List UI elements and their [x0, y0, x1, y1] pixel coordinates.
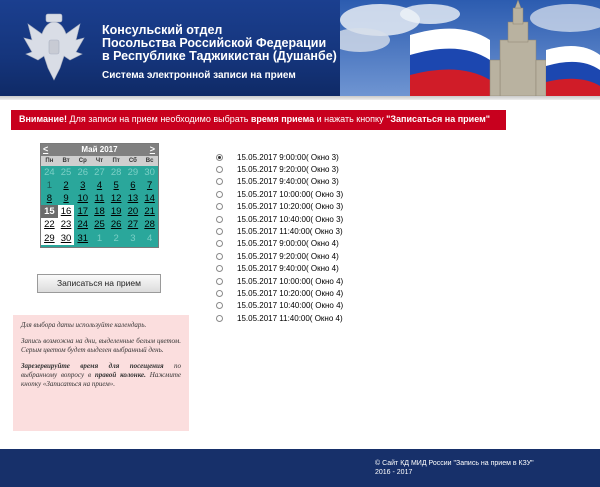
weekday-thu: Чт — [91, 156, 108, 166]
calendar-header — [41, 144, 158, 156]
instruction-reserve-bold: Зарезервируйте время для посещения — [21, 362, 164, 370]
footer-line-1: © Сайт КД МИД России "Запись на прием в КЗУ" — [375, 460, 534, 467]
calendar-day[interactable]: 25 — [94, 219, 105, 231]
prev-month-link[interactable]: < — [43, 144, 49, 154]
time-slot-list — [214, 151, 343, 324]
time-slot-label: 15.05.2017 11:40:00( Окно 3) — [237, 227, 343, 237]
time-slot-label: 15.05.2017 10:00:00( Окно 4) — [237, 276, 344, 286]
weekday-fri: Пт — [108, 156, 125, 166]
time-slot-option[interactable] — [214, 176, 343, 188]
calendar-grid — [41, 156, 158, 245]
radio-button[interactable] — [216, 191, 223, 198]
calendar-day[interactable]: 22 — [41, 218, 58, 231]
radio-button[interactable] — [216, 278, 223, 285]
radio-button[interactable] — [216, 315, 223, 322]
header-banner-image — [340, 0, 600, 96]
attention-banner — [11, 110, 506, 130]
time-slot-label: 15.05.2017 9:40:00( Окно 3) — [237, 177, 339, 187]
calendar-day[interactable]: 4 — [96, 180, 103, 192]
calendar-day: 30 — [144, 167, 155, 179]
title-line-3: в Республике Таджикистан (Душанбе) — [102, 49, 337, 63]
calendar-day[interactable]: 9 — [63, 193, 69, 205]
time-slot-option[interactable] — [214, 201, 343, 213]
calendar-week — [41, 166, 158, 179]
site-footer — [0, 449, 600, 487]
calendar-day: 2 — [113, 232, 119, 244]
calendar-day[interactable]: 21 — [144, 206, 155, 218]
system-subtitle: Система электронной записи на прием — [102, 70, 296, 81]
time-slot-label: 15.05.2017 10:20:00( Окно 3) — [237, 202, 344, 212]
calendar-day[interactable]: 20 — [127, 206, 139, 218]
time-slot-label: 15.05.2017 9:20:00( Окно 4) — [237, 251, 339, 261]
time-slot-option[interactable] — [214, 238, 343, 250]
calendar-day[interactable]: 11 — [94, 193, 105, 205]
time-slot-label: 15.05.2017 10:20:00( Окно 4) — [237, 288, 344, 298]
alert-text-1: Для записи на прием необходимо выбрать — [66, 114, 251, 124]
time-slot-label: 15.05.2017 9:20:00( Окно 3) — [237, 165, 339, 175]
calendar-day: 1 — [96, 232, 103, 244]
calendar-day[interactable]: 5 — [113, 180, 119, 192]
calendar-day[interactable]: 30 — [58, 231, 75, 244]
calendar-day[interactable]: 24 — [77, 219, 89, 231]
time-slot-option[interactable] — [214, 312, 343, 324]
instruction-reserve-mid: по выбранному вопросу в — [21, 362, 181, 379]
header-divider — [0, 96, 600, 100]
date-calendar — [40, 143, 159, 248]
instruction-reserve-bold-2: правой колонке. — [94, 371, 146, 379]
instruction-calendar: Для выбора даты используйте календарь. — [21, 321, 147, 329]
calendar-day[interactable]: 10 — [77, 193, 89, 205]
time-slot-option[interactable] — [214, 188, 343, 200]
calendar-day: 29 — [127, 167, 139, 179]
calendar-day[interactable]: 3 — [80, 180, 86, 192]
time-slot-option[interactable] — [214, 263, 343, 275]
time-slot-option[interactable] — [214, 163, 343, 175]
radio-button[interactable] — [216, 240, 223, 247]
weekday-mon: Пн — [41, 156, 58, 166]
radio-button[interactable] — [216, 166, 223, 173]
calendar-day: 25 — [60, 167, 72, 179]
time-slot-option[interactable] — [214, 213, 343, 225]
time-slot-option[interactable] — [214, 287, 343, 299]
site-header — [0, 0, 600, 96]
book-appointment-button[interactable]: Записаться на прием — [37, 274, 161, 293]
time-slot-option[interactable] — [214, 250, 343, 262]
calendar-day[interactable]: 28 — [144, 219, 155, 231]
time-slot-label: 15.05.2017 9:00:00( Окно 4) — [237, 239, 339, 249]
calendar-day[interactable]: 19 — [110, 206, 122, 218]
instruction-reserve-end: Нажмите кнопку «Записаться на прием». — [21, 371, 181, 388]
radio-button[interactable] — [216, 203, 223, 210]
weekday-sat: Сб — [125, 156, 142, 166]
calendar-day[interactable]: 13 — [127, 193, 139, 205]
calendar-day[interactable]: 14 — [144, 193, 155, 205]
weekday-wed: Ср — [74, 156, 91, 166]
consulate-title — [102, 24, 337, 63]
weekday-header-row — [41, 156, 158, 166]
calendar-week — [41, 205, 158, 218]
calendar-day: 24 — [44, 167, 55, 179]
radio-button[interactable] — [216, 302, 223, 309]
calendar-day: 26 — [77, 167, 89, 179]
calendar-day[interactable]: 31 — [77, 232, 89, 244]
alert-bold-2: "Записаться на прием" — [386, 114, 491, 124]
weekday-tue: Вт — [58, 156, 75, 166]
calendar-day[interactable]: 12 — [110, 193, 122, 205]
time-slot-option[interactable] — [214, 151, 343, 163]
radio-button[interactable] — [216, 290, 223, 297]
calendar-week — [41, 179, 158, 192]
calendar-week — [41, 192, 158, 205]
title-line-1: Консульский отдел — [102, 23, 223, 37]
calendar-day[interactable]: 18 — [94, 206, 105, 218]
instruction-availability: Запись возможна на дни, выделенные белым цветом. Серым цветом будет выделен выбранный день. — [21, 337, 181, 354]
time-slot-label: 15.05.2017 10:40:00( Окно 4) — [237, 301, 344, 311]
radio-button[interactable] — [216, 216, 223, 223]
radio-button[interactable] — [216, 253, 223, 260]
calendar-day[interactable]: 2 — [63, 180, 69, 192]
instruction-reserve — [21, 362, 181, 389]
calendar-day[interactable]: 16 — [58, 205, 75, 218]
instructions-box — [13, 315, 189, 431]
calendar-day: 28 — [110, 167, 122, 179]
calendar-day: 1 — [46, 180, 52, 192]
radio-button-selected[interactable] — [216, 154, 223, 161]
calendar-day[interactable]: 6 — [130, 180, 136, 192]
calendar-day[interactable]: 8 — [46, 193, 52, 205]
time-slot-label: 15.05.2017 11:40:00( Окно 4) — [237, 313, 343, 323]
title-line-2: Посольства Российской Федерации — [102, 36, 327, 50]
alert-bold-1: время приема — [250, 114, 315, 124]
calendar-day: 27 — [94, 167, 105, 179]
calendar-day[interactable]: 27 — [127, 219, 139, 231]
calendar-day: 3 — [130, 232, 136, 244]
time-slot-label: 15.05.2017 9:00:00( Окно 3) — [237, 152, 339, 162]
alert-text-2: и нажать кнопку — [314, 114, 387, 124]
time-slot-label: 15.05.2017 10:00:00( Окно 3) — [237, 189, 344, 199]
radio-button[interactable] — [216, 228, 223, 235]
alert-prefix: Внимание! — [19, 114, 67, 124]
calendar-day[interactable]: 29 — [41, 231, 58, 244]
calendar-day[interactable]: 26 — [110, 219, 122, 231]
weekday-sun: Вс — [141, 156, 158, 166]
time-slot-label: 15.05.2017 9:40:00( Окно 4) — [237, 264, 339, 274]
radio-button[interactable] — [216, 265, 223, 272]
radio-button[interactable] — [216, 178, 223, 185]
calendar-day-selected[interactable]: 15 — [41, 205, 58, 218]
coat-of-arms-icon — [22, 10, 86, 84]
calendar-week — [41, 218, 158, 231]
footer-copyright — [375, 459, 534, 477]
time-slot-option[interactable] — [214, 225, 343, 237]
calendar-day: 4 — [146, 232, 153, 244]
calendar-month-title: Май 2017 — [81, 145, 118, 154]
time-slot-option[interactable] — [214, 300, 343, 312]
calendar-week — [41, 231, 158, 244]
time-slot-option[interactable] — [214, 275, 343, 287]
calendar-day[interactable]: 23 — [58, 218, 75, 231]
calendar-day[interactable]: 7 — [146, 180, 153, 192]
next-month-link[interactable]: > — [149, 144, 155, 154]
footer-line-2: 2016 - 2017 — [375, 469, 413, 476]
time-slot-label: 15.05.2017 10:40:00( Окно 3) — [237, 214, 344, 224]
calendar-day[interactable]: 17 — [77, 206, 89, 218]
